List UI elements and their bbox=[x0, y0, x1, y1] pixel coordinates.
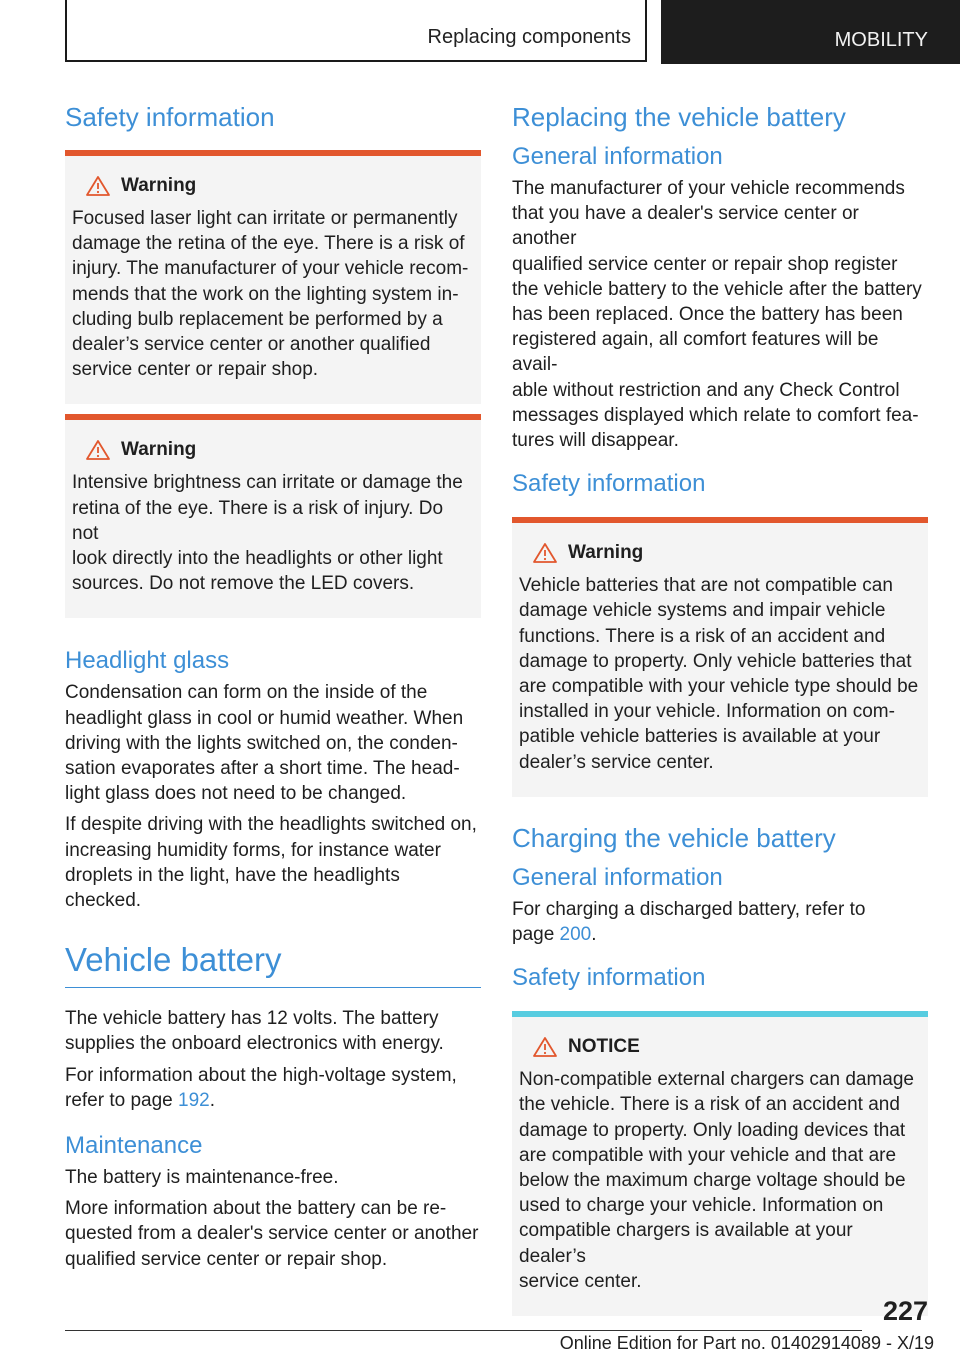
warning-bar bbox=[512, 517, 928, 523]
general-information-heading: General information bbox=[512, 863, 723, 891]
warning-triangle-icon bbox=[532, 1036, 558, 1058]
page-link-200[interactable]: 200 bbox=[559, 924, 592, 946]
headlight-heading: Headlight glass bbox=[65, 647, 230, 675]
footer-edition: Online Edition for Part no. 01402914089 - X/19 bbox=[559, 1333, 934, 1353]
footer-divider bbox=[65, 1330, 862, 1331]
notice-box-chargers bbox=[512, 1011, 928, 1316]
safety-heading: Safety information bbox=[65, 102, 275, 132]
warning-box-laser bbox=[65, 150, 481, 404]
warning-title: Warning bbox=[568, 542, 644, 564]
charging-battery-heading: Charging the vehicle battery bbox=[512, 822, 836, 853]
chapter-tab: MOBILITY bbox=[661, 0, 960, 64]
warning-title: Warning bbox=[121, 175, 197, 196]
page-header bbox=[65, 0, 960, 64]
notice-title: NOTICE bbox=[568, 1036, 640, 1058]
safety-heading: Safety information bbox=[512, 964, 706, 992]
page-number: 227 bbox=[882, 1296, 928, 1326]
headlight-paragraph-1: Condensation can form on the inside of the headlight glass in cool or humid weather. When driving with the lights switched on, the conden‐ sation evaporates after a short time. The head‐ light glass does not need to be changed. bbox=[65, 682, 464, 805]
warning-triangle-icon bbox=[85, 175, 111, 197]
battery-paragraph-1: The vehicle battery has 12 volts. The battery supplies the onboard electronics with energy. bbox=[65, 1008, 444, 1055]
section-title: Replacing components bbox=[65, 0, 647, 62]
maintenance-paragraph-1: The battery is maintenance-free. bbox=[65, 1167, 339, 1189]
warning-bar bbox=[65, 150, 481, 156]
maintenance-paragraph-2: More information about the battery can be re‐ quested from a dealer's service center or another qualified service center or repair shop. bbox=[65, 1198, 479, 1270]
vehicle-battery-heading: Vehicle battery bbox=[65, 939, 481, 988]
warning-text: Vehicle batteries that are not compatible can damage vehicle systems and impair vehicle functions. There is a risk of an accident and damage to property. Only vehicle batteries that are compatible with your vehicle type should be installed in your vehicle. Information on com‐ patible vehicle batteries is available at your dealer’s service center. bbox=[519, 575, 919, 773]
warning-text: Focused laser light can irritate or permanently damage the retina of the eye. There is a risk of injury. The manufacturer of your vehicle recom‐ mends that the work on the lighting system in‐ cluding bulb replacement be performed by a dealer’s service center or another qualified service center or repair shop. bbox=[72, 208, 469, 381]
warning-bar bbox=[65, 414, 481, 420]
warning-text: Intensive brightness can irritate or damage the retina of the eye. There is a risk of injury. Do not look directly into the headlights or other light sources. Do not remove the LED covers. bbox=[72, 472, 463, 595]
left-column bbox=[65, 100, 481, 1278]
page-link-192[interactable]: 192 bbox=[178, 1089, 210, 1111]
notice-bar bbox=[512, 1011, 928, 1017]
maintenance-heading: Maintenance bbox=[65, 1132, 203, 1160]
charging-paragraph: For charging a discharged battery, refer to page 200. bbox=[512, 898, 866, 946]
general-information-heading: General information bbox=[512, 143, 723, 170]
warning-box-brightness bbox=[65, 414, 481, 618]
general-paragraph: The manufacturer of your vehicle recommends that you have a dealer's service center or another qualified service center or repair shop register the vehicle battery to the vehicle after the battery has been replaced. Once the battery has been registered again, all comfort features will be avail‐ able without restriction and any Check Control messages displayed which relate to comfort fea‐ tures will disappear. bbox=[512, 178, 922, 452]
warning-box-battery bbox=[512, 517, 928, 797]
safety-heading: Safety information bbox=[512, 470, 706, 498]
headlight-paragraph-2: If despite driving with the headlights switched on, increasing humidity forms, for instance water droplets in the light, have the headlights checked. bbox=[65, 814, 477, 912]
replacing-battery-heading: Replacing the vehicle battery bbox=[512, 102, 846, 132]
warning-triangle-icon bbox=[532, 542, 558, 564]
warning-triangle-icon bbox=[85, 439, 111, 461]
right-column bbox=[512, 100, 928, 1326]
battery-paragraph-2: For information about the high-voltage system, refer to page 192. bbox=[65, 1064, 457, 1111]
warning-title: Warning bbox=[121, 439, 197, 461]
notice-text: Non-compatible external chargers can damage the vehicle. There is a risk of an accident and damage to property. Only loading devices that are compatible with your vehicle and that are below the maximum charge voltage should be used to charge your vehicle. Information on compatible chargers is available at your dealer’s service center. bbox=[519, 1069, 914, 1292]
